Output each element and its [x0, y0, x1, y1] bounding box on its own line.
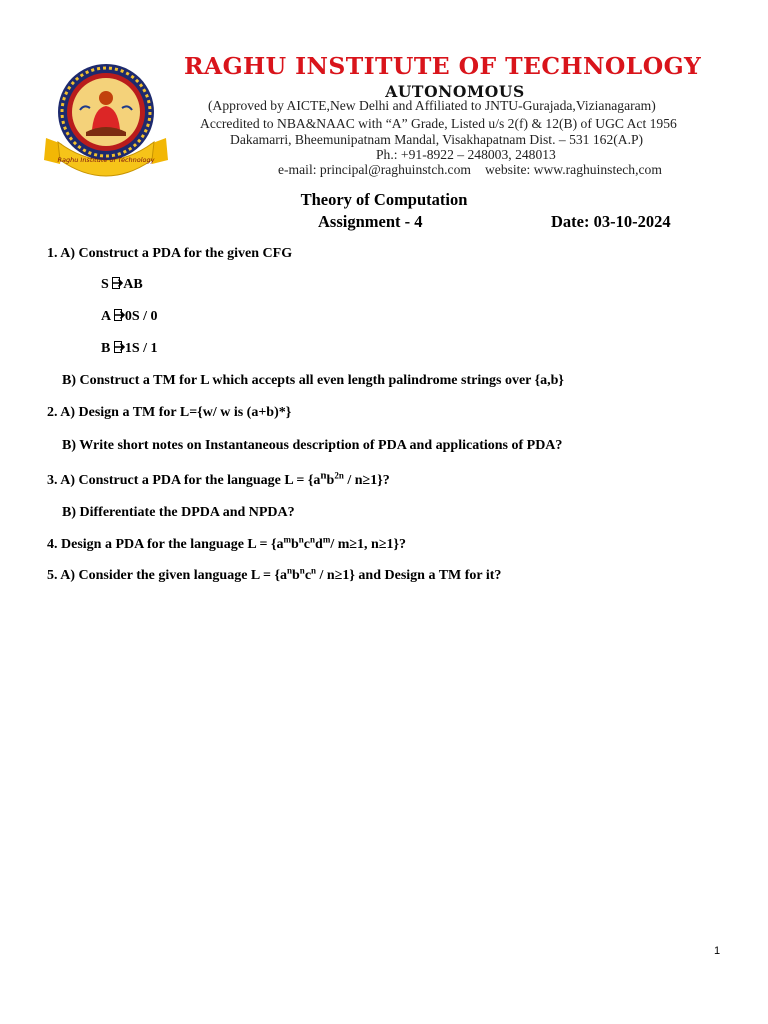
question-5a [47, 565, 502, 584]
address-line: Dakamarri, Bheemunipatnam Mandal, Visakhapatnam Dist. – 531 162(A.P) [230, 132, 644, 147]
approval-line: (Approved by AICTE,New Delhi and Affiliated to JNTU-Gurajada,Vizianagaram) [208, 98, 656, 113]
q5-exponent: n [286, 565, 292, 576]
q4-exponent: n [310, 534, 316, 545]
institute-name: RAGHU INSTITUTE OF TECHNOLOGY [184, 52, 702, 80]
arrow-icon [114, 309, 125, 321]
q4-text: 4. Design a PDA for the language L = {a [47, 537, 284, 552]
question-2a: 2. A) Design a TM for L={w/ w is (a+b)*} [47, 405, 292, 420]
q5-text: c [304, 568, 312, 583]
q3a-text: b [326, 473, 335, 488]
logo-banner-text: Raghu Institute of Technology [57, 156, 155, 164]
grammar-rhs: 0S / 0 [124, 309, 158, 324]
q5-exponent: n [299, 565, 305, 576]
q4-text: d [315, 537, 323, 552]
question-2b: B) Write short notes on Instantaneous description of PDA and applications of PDA? [62, 438, 563, 453]
email-text: e-mail: principal@raghuinstch.com [278, 162, 471, 177]
page-number: 1 [714, 945, 721, 957]
q5-exponent: n [311, 565, 317, 576]
q4-text: / m≥1, n≥1}? [330, 537, 407, 552]
q3a-exponent: 2n [334, 470, 344, 481]
grammar-rhs: AB [123, 277, 143, 292]
grammar-lhs: A [101, 309, 114, 324]
website-text: website: www.raghuinstech,com [484, 162, 662, 177]
accreditation-line: Accredited to NBA&NAAC with “A” Grade, Listed u/s 2(f) & 12(B) of UGC Act 1956 [200, 116, 677, 131]
q5-text: b [292, 568, 300, 583]
assignment-number: Assignment - 4 [318, 212, 423, 231]
grammar-rule-s [101, 277, 143, 293]
grammar-rhs: 1S / 1 [124, 341, 158, 356]
grammar-lhs: S [101, 277, 113, 292]
q4-exponent: m [283, 534, 291, 545]
grammar-lhs: B [101, 341, 114, 356]
question-1b: B) Construct a TM for L which accepts all even length palindrome strings over {a,b} [62, 373, 564, 388]
q4-text: c [303, 537, 310, 552]
question-1a: 1. A) Construct a PDA for the given CFG [47, 246, 293, 261]
autonomous-status: AUTONOMOUS [385, 82, 525, 101]
contact-line [278, 162, 662, 178]
grammar-rule-b [101, 341, 158, 357]
institute-logo [42, 60, 170, 178]
assignment-date: Date: 03-10-2024 [551, 212, 671, 231]
question-3b: B) Differentiate the DPDA and NPDA? [62, 505, 295, 520]
q3a-exponent: n [320, 469, 327, 482]
question-3a [47, 469, 390, 489]
subject-title: Theory of Computation [300, 190, 468, 209]
q4-text: b [290, 537, 299, 552]
q5-text: / n≥1} and Design a TM for it? [316, 568, 502, 583]
q3a-text: / n≥1}? [343, 473, 390, 488]
grammar-rule-a [101, 309, 158, 325]
q4-exponent: n [298, 534, 304, 545]
question-4 [47, 534, 407, 553]
arrow-icon [112, 277, 123, 289]
q5-text: 5. A) Consider the given language L = {a [47, 568, 287, 583]
q4-exponent: m [322, 534, 331, 545]
phone-line: Ph.: +91-8922 – 248003, 248013 [376, 147, 556, 162]
q3a-text: 3. A) Construct a PDA for the language L = {a [47, 473, 321, 488]
arrow-icon [114, 341, 125, 353]
